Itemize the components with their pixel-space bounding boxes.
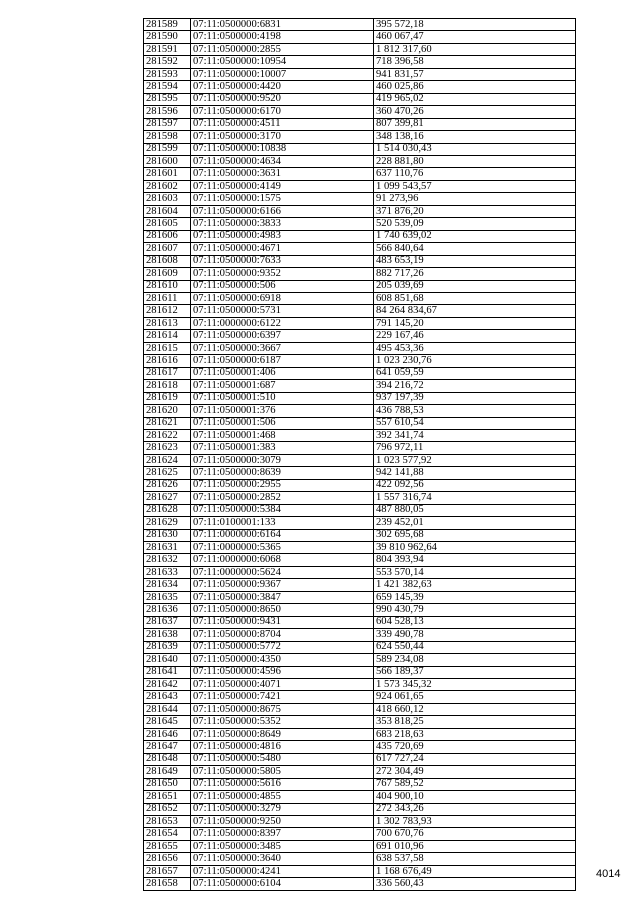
cadastral-value-cell: 272 304,49 bbox=[374, 766, 576, 778]
cadastral-value-cell: 1 302 783,93 bbox=[374, 816, 576, 828]
cadastral-number-cell: 07:11:0500001:506 bbox=[191, 417, 374, 429]
cadastral-number-cell: 07:11:0500000:5616 bbox=[191, 778, 374, 790]
cadastral-value-cell: 302 695,68 bbox=[374, 529, 576, 541]
row-number-cell: 281596 bbox=[144, 106, 191, 118]
row-number-cell: 281595 bbox=[144, 93, 191, 105]
row-number-cell: 281608 bbox=[144, 255, 191, 267]
row-number-cell: 281619 bbox=[144, 392, 191, 404]
cadastral-number-cell: 07:11:0500000:3640 bbox=[191, 853, 374, 865]
cadastral-value-cell: 228 881,80 bbox=[374, 155, 576, 167]
cadastral-number-cell: 07:11:0500000:4350 bbox=[191, 654, 374, 666]
cadastral-number-cell: 07:11:0500000:4855 bbox=[191, 791, 374, 803]
table-row bbox=[144, 703, 576, 715]
table-row bbox=[144, 131, 576, 143]
cadastral-number-cell: 07:11:0500000:4149 bbox=[191, 180, 374, 192]
row-number-cell: 281635 bbox=[144, 591, 191, 603]
row-number-cell: 281636 bbox=[144, 604, 191, 616]
table-row bbox=[144, 828, 576, 840]
row-number-cell: 281641 bbox=[144, 666, 191, 678]
cadastral-value-cell: 418 660,12 bbox=[374, 703, 576, 715]
table-row bbox=[144, 168, 576, 180]
table-row bbox=[144, 492, 576, 504]
cadastral-value-cell: 589 234,08 bbox=[374, 654, 576, 666]
cadastral-number-cell: 07:11:0500001:687 bbox=[191, 380, 374, 392]
cadastral-number-cell: 07:11:0500000:4671 bbox=[191, 243, 374, 255]
table-row bbox=[144, 118, 576, 130]
page-number: 4014 bbox=[596, 868, 621, 880]
row-number-cell: 281618 bbox=[144, 380, 191, 392]
cadastral-value-cell: 807 399,81 bbox=[374, 118, 576, 130]
cadastral-value-cell: 942 141,88 bbox=[374, 467, 576, 479]
cadastral-value-cell: 638 537,58 bbox=[374, 853, 576, 865]
cadastral-value-cell: 718 396,58 bbox=[374, 56, 576, 68]
cadastral-number-cell: 07:11:0500000:8397 bbox=[191, 828, 374, 840]
cadastral-value-cell: 229 167,46 bbox=[374, 330, 576, 342]
cadastral-value-cell: 483 653,19 bbox=[374, 255, 576, 267]
cadastral-value-cell: 84 264 834,67 bbox=[374, 305, 576, 317]
row-number-cell: 281658 bbox=[144, 878, 191, 890]
row-number-cell: 281614 bbox=[144, 330, 191, 342]
row-number-cell: 281590 bbox=[144, 31, 191, 43]
row-number-cell: 281638 bbox=[144, 629, 191, 641]
cadastral-number-cell: 07:11:0500000:4071 bbox=[191, 679, 374, 691]
row-number-cell: 281654 bbox=[144, 828, 191, 840]
row-number-cell: 281612 bbox=[144, 305, 191, 317]
row-number-cell: 281611 bbox=[144, 292, 191, 304]
row-number-cell: 281653 bbox=[144, 816, 191, 828]
table-row bbox=[144, 865, 576, 877]
cadastral-number-cell: 07:11:0500000:4816 bbox=[191, 741, 374, 753]
cadastral-value-cell: 1 557 316,74 bbox=[374, 492, 576, 504]
cadastral-number-cell: 07:11:0500000:8650 bbox=[191, 604, 374, 616]
cadastral-value-cell: 1 812 317,60 bbox=[374, 43, 576, 55]
cadastral-number-cell: 07:11:0500000:5352 bbox=[191, 716, 374, 728]
table-row bbox=[144, 93, 576, 105]
table-row bbox=[144, 716, 576, 728]
row-number-cell: 281610 bbox=[144, 280, 191, 292]
table-row bbox=[144, 504, 576, 516]
cadastral-value-cell: 767 589,52 bbox=[374, 778, 576, 790]
cadastral-number-cell: 07:11:0500000:4634 bbox=[191, 155, 374, 167]
cadastral-number-cell: 07:11:0500000:6831 bbox=[191, 19, 374, 31]
row-number-cell: 281643 bbox=[144, 691, 191, 703]
table-row bbox=[144, 392, 576, 404]
cadastral-value-cell: 495 453,36 bbox=[374, 342, 576, 354]
table-row bbox=[144, 180, 576, 192]
row-number-cell: 281647 bbox=[144, 741, 191, 753]
cadastral-number-cell: 07:11:0500000:5805 bbox=[191, 766, 374, 778]
cadastral-number-cell: 07:11:0500000:5772 bbox=[191, 641, 374, 653]
row-number-cell: 281589 bbox=[144, 19, 191, 31]
table-row bbox=[144, 778, 576, 790]
table-row bbox=[144, 19, 576, 31]
table-row bbox=[144, 579, 576, 591]
table-row bbox=[144, 417, 576, 429]
cadastral-number-cell: 07:11:0500000:4596 bbox=[191, 666, 374, 678]
table-row bbox=[144, 218, 576, 230]
cadastral-value-cell: 941 831,57 bbox=[374, 68, 576, 80]
cadastral-value-cell: 435 720,69 bbox=[374, 741, 576, 753]
cadastral-number-cell: 07:11:0500000:3079 bbox=[191, 454, 374, 466]
table-row bbox=[144, 243, 576, 255]
table-row bbox=[144, 442, 576, 454]
table-row bbox=[144, 641, 576, 653]
cadastral-number-cell: 07:11:0500000:10838 bbox=[191, 143, 374, 155]
table-row bbox=[144, 604, 576, 616]
row-number-cell: 281655 bbox=[144, 840, 191, 852]
cadastral-value-cell: 1 023 230,76 bbox=[374, 355, 576, 367]
cadastral-number-cell: 07:11:0000000:6122 bbox=[191, 317, 374, 329]
cadastral-value-cell: 422 092,56 bbox=[374, 479, 576, 491]
cadastral-value-cell: 700 670,76 bbox=[374, 828, 576, 840]
cadastral-number-cell: 07:11:0500000:8704 bbox=[191, 629, 374, 641]
table-row bbox=[144, 691, 576, 703]
cadastral-value-cell: 353 818,25 bbox=[374, 716, 576, 728]
cadastral-value-cell: 641 059,59 bbox=[374, 367, 576, 379]
row-number-cell: 281640 bbox=[144, 654, 191, 666]
table-row bbox=[144, 380, 576, 392]
cadastral-value-cell: 683 218,63 bbox=[374, 728, 576, 740]
table-row bbox=[144, 330, 576, 342]
cadastral-value-cell: 1 573 345,32 bbox=[374, 679, 576, 691]
table-row bbox=[144, 155, 576, 167]
cadastral-value-cell: 796 972,11 bbox=[374, 442, 576, 454]
row-number-cell: 281601 bbox=[144, 168, 191, 180]
cadastral-number-cell: 07:11:0500000:6104 bbox=[191, 878, 374, 890]
cadastral-number-cell: 07:11:0500000:4511 bbox=[191, 118, 374, 130]
cadastral-number-cell: 07:11:0000000:5624 bbox=[191, 566, 374, 578]
cadastral-number-cell: 07:11:0500000:6166 bbox=[191, 205, 374, 217]
cadastral-number-cell: 07:11:0500000:4983 bbox=[191, 230, 374, 242]
cadastral-number-cell: 07:11:0500000:6397 bbox=[191, 330, 374, 342]
cadastral-number-cell: 07:11:0500000:506 bbox=[191, 280, 374, 292]
table-row bbox=[144, 616, 576, 628]
cadastral-value-table bbox=[143, 18, 576, 891]
table-row bbox=[144, 255, 576, 267]
row-number-cell: 281604 bbox=[144, 205, 191, 217]
cadastral-number-cell: 07:11:0500000:6170 bbox=[191, 106, 374, 118]
cadastral-value-cell: 205 039,69 bbox=[374, 280, 576, 292]
row-number-cell: 281624 bbox=[144, 454, 191, 466]
cadastral-value-cell: 460 025,86 bbox=[374, 81, 576, 93]
row-number-cell: 281637 bbox=[144, 616, 191, 628]
cadastral-number-cell: 07:11:0500000:2955 bbox=[191, 479, 374, 491]
cadastral-value-cell: 924 061,65 bbox=[374, 691, 576, 703]
row-number-cell: 281605 bbox=[144, 218, 191, 230]
row-number-cell: 281617 bbox=[144, 367, 191, 379]
table-row bbox=[144, 878, 576, 890]
cadastral-number-cell: 07:11:0000000:6164 bbox=[191, 529, 374, 541]
table-row bbox=[144, 143, 576, 155]
row-number-cell: 281593 bbox=[144, 68, 191, 80]
table-row bbox=[144, 791, 576, 803]
table-row bbox=[144, 81, 576, 93]
row-number-cell: 281626 bbox=[144, 479, 191, 491]
row-number-cell: 281651 bbox=[144, 791, 191, 803]
cadastral-value-cell: 339 490,78 bbox=[374, 629, 576, 641]
cadastral-number-cell: 07:11:0500000:4241 bbox=[191, 865, 374, 877]
row-number-cell: 281616 bbox=[144, 355, 191, 367]
row-number-cell: 281628 bbox=[144, 504, 191, 516]
table-row bbox=[144, 193, 576, 205]
cadastral-value-cell: 1 023 577,92 bbox=[374, 454, 576, 466]
table-row bbox=[144, 803, 576, 815]
cadastral-number-cell: 07:11:0500000:1575 bbox=[191, 193, 374, 205]
row-number-cell: 281656 bbox=[144, 853, 191, 865]
cadastral-number-cell: 07:11:0500000:5731 bbox=[191, 305, 374, 317]
table-row bbox=[144, 629, 576, 641]
cadastral-value-cell: 637 110,76 bbox=[374, 168, 576, 180]
cadastral-number-cell: 07:11:0500000:5480 bbox=[191, 753, 374, 765]
cadastral-number-cell: 07:11:0100001:133 bbox=[191, 517, 374, 529]
row-number-cell: 281606 bbox=[144, 230, 191, 242]
row-number-cell: 281631 bbox=[144, 542, 191, 554]
row-number-cell: 281625 bbox=[144, 467, 191, 479]
table-row bbox=[144, 205, 576, 217]
cadastral-value-cell: 604 528,13 bbox=[374, 616, 576, 628]
cadastral-number-cell: 07:11:0500001:468 bbox=[191, 429, 374, 441]
cadastral-value-cell: 395 572,18 bbox=[374, 19, 576, 31]
cadastral-number-cell: 07:11:0500000:3279 bbox=[191, 803, 374, 815]
cadastral-value-cell: 553 570,14 bbox=[374, 566, 576, 578]
table-row bbox=[144, 292, 576, 304]
cadastral-number-cell: 07:11:0500000:3485 bbox=[191, 840, 374, 852]
table-row bbox=[144, 56, 576, 68]
cadastral-number-cell: 07:11:0500000:2855 bbox=[191, 43, 374, 55]
table-body bbox=[144, 19, 576, 891]
cadastral-value-cell: 487 880,05 bbox=[374, 504, 576, 516]
cadastral-value-cell: 360 470,26 bbox=[374, 106, 576, 118]
table-row bbox=[144, 554, 576, 566]
cadastral-number-cell: 07:11:0000000:5365 bbox=[191, 542, 374, 554]
cadastral-number-cell: 07:11:0500000:10954 bbox=[191, 56, 374, 68]
row-number-cell: 281597 bbox=[144, 118, 191, 130]
cadastral-value-cell: 557 610,54 bbox=[374, 417, 576, 429]
table-row bbox=[144, 517, 576, 529]
row-number-cell: 281657 bbox=[144, 865, 191, 877]
cadastral-value-cell: 1 740 639,02 bbox=[374, 230, 576, 242]
cadastral-number-cell: 07:11:0500001:376 bbox=[191, 405, 374, 417]
cadastral-value-cell: 617 727,24 bbox=[374, 753, 576, 765]
table-row bbox=[144, 766, 576, 778]
table-row bbox=[144, 741, 576, 753]
table-row bbox=[144, 305, 576, 317]
cadastral-value-cell: 436 788,53 bbox=[374, 405, 576, 417]
cadastral-number-cell: 07:11:0500000:3170 bbox=[191, 131, 374, 143]
table-row bbox=[144, 355, 576, 367]
cadastral-number-cell: 07:11:0500000:4420 bbox=[191, 81, 374, 93]
cadastral-value-cell: 419 965,02 bbox=[374, 93, 576, 105]
cadastral-value-cell: 394 216,72 bbox=[374, 380, 576, 392]
cadastral-number-cell: 07:11:0500000:8649 bbox=[191, 728, 374, 740]
row-number-cell: 281622 bbox=[144, 429, 191, 441]
cadastral-number-cell: 07:11:0500000:6918 bbox=[191, 292, 374, 304]
row-number-cell: 281598 bbox=[144, 131, 191, 143]
cadastral-number-cell: 07:11:0500000:9431 bbox=[191, 616, 374, 628]
row-number-cell: 281607 bbox=[144, 243, 191, 255]
cadastral-value-cell: 239 452,01 bbox=[374, 517, 576, 529]
row-number-cell: 281648 bbox=[144, 753, 191, 765]
table-row bbox=[144, 816, 576, 828]
row-number-cell: 281615 bbox=[144, 342, 191, 354]
table-row bbox=[144, 317, 576, 329]
cadastral-value-cell: 1 421 382,63 bbox=[374, 579, 576, 591]
cadastral-number-cell: 07:11:0000000:6068 bbox=[191, 554, 374, 566]
row-number-cell: 281603 bbox=[144, 193, 191, 205]
cadastral-number-cell: 07:11:0500000:3847 bbox=[191, 591, 374, 603]
cadastral-number-cell: 07:11:0500000:7421 bbox=[191, 691, 374, 703]
row-number-cell: 281652 bbox=[144, 803, 191, 815]
row-number-cell: 281613 bbox=[144, 317, 191, 329]
row-number-cell: 281630 bbox=[144, 529, 191, 541]
cadastral-value-cell: 336 560,43 bbox=[374, 878, 576, 890]
cadastral-value-cell: 39 810 962,64 bbox=[374, 542, 576, 554]
table-row bbox=[144, 429, 576, 441]
row-number-cell: 281650 bbox=[144, 778, 191, 790]
cadastral-value-cell: 608 851,68 bbox=[374, 292, 576, 304]
row-number-cell: 281632 bbox=[144, 554, 191, 566]
cadastral-number-cell: 07:11:0500000:5384 bbox=[191, 504, 374, 516]
cadastral-number-cell: 07:11:0500000:2852 bbox=[191, 492, 374, 504]
row-number-cell: 281644 bbox=[144, 703, 191, 715]
table-row bbox=[144, 454, 576, 466]
cadastral-value-cell: 791 145,20 bbox=[374, 317, 576, 329]
cadastral-value-cell: 1 168 676,49 bbox=[374, 865, 576, 877]
table-row bbox=[144, 529, 576, 541]
cadastral-number-cell: 07:11:0500000:3667 bbox=[191, 342, 374, 354]
table-row bbox=[144, 666, 576, 678]
row-number-cell: 281642 bbox=[144, 679, 191, 691]
table-row bbox=[144, 679, 576, 691]
cadastral-number-cell: 07:11:0500000:9250 bbox=[191, 816, 374, 828]
table-row bbox=[144, 840, 576, 852]
cadastral-value-cell: 804 393,94 bbox=[374, 554, 576, 566]
table-row bbox=[144, 31, 576, 43]
row-number-cell: 281627 bbox=[144, 492, 191, 504]
cadastral-number-cell: 07:11:0500000:9520 bbox=[191, 93, 374, 105]
table-row bbox=[144, 479, 576, 491]
cadastral-value-cell: 882 717,26 bbox=[374, 268, 576, 280]
table-row bbox=[144, 542, 576, 554]
table-row bbox=[144, 230, 576, 242]
cadastral-number-cell: 07:11:0500000:9367 bbox=[191, 579, 374, 591]
table-row bbox=[144, 68, 576, 80]
table-row bbox=[144, 591, 576, 603]
table-row bbox=[144, 405, 576, 417]
cadastral-value-cell: 937 197,39 bbox=[374, 392, 576, 404]
cadastral-value-cell: 990 430,79 bbox=[374, 604, 576, 616]
row-number-cell: 281645 bbox=[144, 716, 191, 728]
cadastral-value-cell: 566 840,64 bbox=[374, 243, 576, 255]
table-row bbox=[144, 654, 576, 666]
cadastral-value-cell: 659 145,39 bbox=[374, 591, 576, 603]
cadastral-number-cell: 07:11:0500001:383 bbox=[191, 442, 374, 454]
row-number-cell: 281633 bbox=[144, 566, 191, 578]
cadastral-number-cell: 07:11:0500001:406 bbox=[191, 367, 374, 379]
cadastral-value-cell: 392 341,74 bbox=[374, 429, 576, 441]
cadastral-value-cell: 272 343,26 bbox=[374, 803, 576, 815]
row-number-cell: 281646 bbox=[144, 728, 191, 740]
row-number-cell: 281599 bbox=[144, 143, 191, 155]
row-number-cell: 281634 bbox=[144, 579, 191, 591]
cadastral-value-cell: 404 900,10 bbox=[374, 791, 576, 803]
table-row bbox=[144, 467, 576, 479]
cadastral-number-cell: 07:11:0500000:8639 bbox=[191, 467, 374, 479]
row-number-cell: 281602 bbox=[144, 180, 191, 192]
cadastral-value-cell: 1 099 543,57 bbox=[374, 180, 576, 192]
row-number-cell: 281639 bbox=[144, 641, 191, 653]
table-row bbox=[144, 753, 576, 765]
table-row bbox=[144, 280, 576, 292]
table-row bbox=[144, 43, 576, 55]
table-row bbox=[144, 728, 576, 740]
row-number-cell: 281609 bbox=[144, 268, 191, 280]
table-row bbox=[144, 342, 576, 354]
row-number-cell: 281600 bbox=[144, 155, 191, 167]
row-number-cell: 281623 bbox=[144, 442, 191, 454]
cadastral-value-cell: 460 067,47 bbox=[374, 31, 576, 43]
cadastral-value-cell: 691 010,96 bbox=[374, 840, 576, 852]
cadastral-number-cell: 07:11:0500000:9352 bbox=[191, 268, 374, 280]
cadastral-number-cell: 07:11:0500000:3631 bbox=[191, 168, 374, 180]
cadastral-value-cell: 624 550,44 bbox=[374, 641, 576, 653]
cadastral-number-cell: 07:11:0500000:10007 bbox=[191, 68, 374, 80]
table-row bbox=[144, 106, 576, 118]
row-number-cell: 281591 bbox=[144, 43, 191, 55]
row-number-cell: 281620 bbox=[144, 405, 191, 417]
table-row bbox=[144, 268, 576, 280]
cadastral-number-cell: 07:11:0500000:3833 bbox=[191, 218, 374, 230]
cadastral-value-cell: 566 189,37 bbox=[374, 666, 576, 678]
cadastral-value-cell: 91 273,96 bbox=[374, 193, 576, 205]
cadastral-value-cell: 371 876,20 bbox=[374, 205, 576, 217]
row-number-cell: 281592 bbox=[144, 56, 191, 68]
table-row bbox=[144, 566, 576, 578]
table-row bbox=[144, 853, 576, 865]
cadastral-number-cell: 07:11:0500000:6187 bbox=[191, 355, 374, 367]
cadastral-number-cell: 07:11:0500000:7633 bbox=[191, 255, 374, 267]
row-number-cell: 281649 bbox=[144, 766, 191, 778]
row-number-cell: 281594 bbox=[144, 81, 191, 93]
cadastral-value-cell: 348 138,16 bbox=[374, 131, 576, 143]
row-number-cell: 281621 bbox=[144, 417, 191, 429]
table-row bbox=[144, 367, 576, 379]
cadastral-number-cell: 07:11:0500000:4198 bbox=[191, 31, 374, 43]
cadastral-number-cell: 07:11:0500001:510 bbox=[191, 392, 374, 404]
row-number-cell: 281629 bbox=[144, 517, 191, 529]
cadastral-value-cell: 1 514 030,43 bbox=[374, 143, 576, 155]
cadastral-number-cell: 07:11:0500000:8675 bbox=[191, 703, 374, 715]
cadastral-value-cell: 520 539,09 bbox=[374, 218, 576, 230]
